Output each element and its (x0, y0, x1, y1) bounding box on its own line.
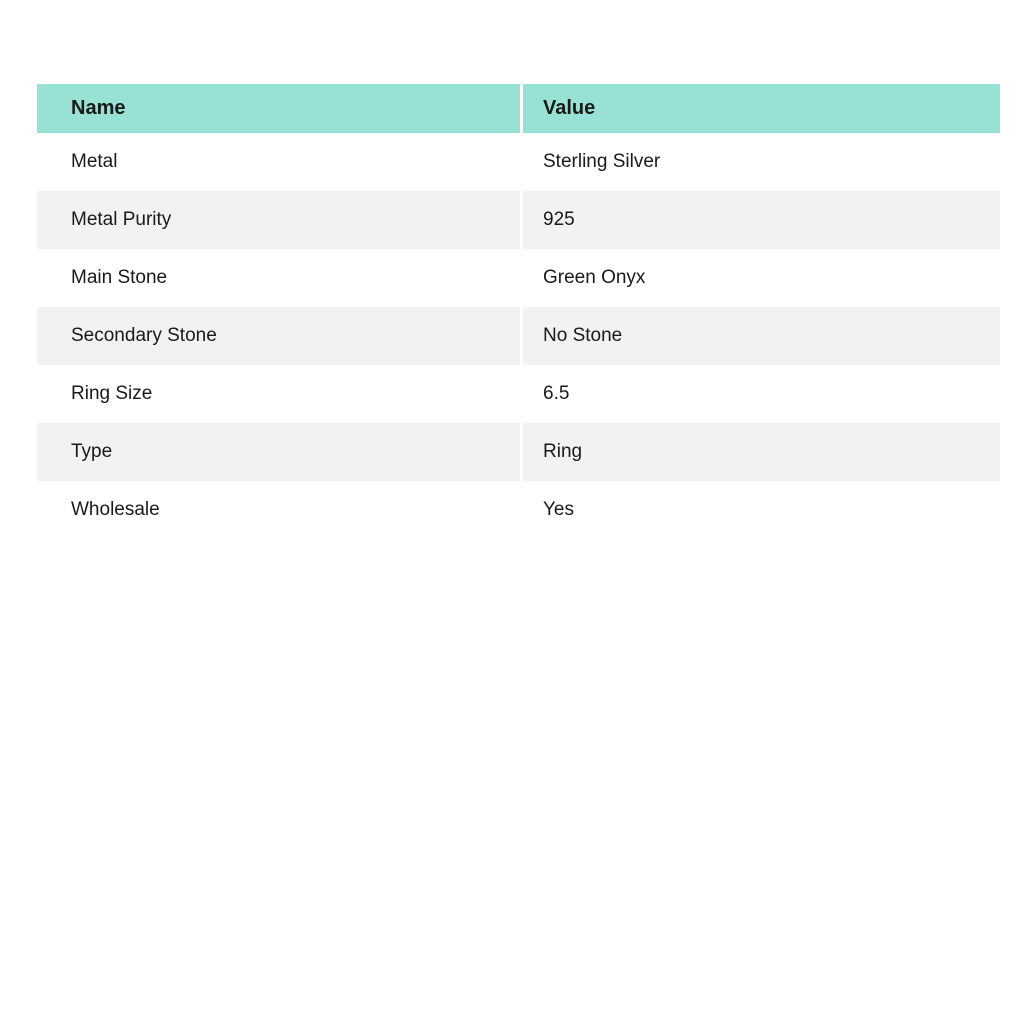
attribute-name: Secondary Stone (37, 307, 523, 365)
attribute-value: 925 (543, 209, 575, 230)
attribute-name: Metal (37, 133, 523, 191)
attribute-value: Ring (543, 441, 583, 462)
table-row (37, 423, 1000, 481)
table-row (37, 133, 1000, 191)
header-cell-value: Value (543, 97, 596, 119)
attribute-name: Main Stone (37, 249, 523, 307)
attribute-value: Sterling Silver (543, 151, 661, 172)
attribute-name: Ring Size (37, 365, 523, 423)
attribute-value: 6.5 (543, 383, 570, 404)
table-row (37, 249, 1000, 307)
attribute-name: Wholesale (37, 481, 523, 539)
attribute-value: Yes (543, 499, 574, 520)
attribute-value: No Stone (543, 325, 623, 346)
table-header-row (37, 84, 1000, 133)
product-attributes-table (37, 84, 1000, 539)
attribute-name: Metal Purity (37, 191, 523, 249)
table-row (37, 307, 1000, 365)
attribute-name: Type (37, 423, 523, 481)
header-cell-name: Name (37, 84, 523, 133)
table-row (37, 191, 1000, 249)
attribute-value: Green Onyx (543, 267, 646, 288)
table-row (37, 481, 1000, 539)
table-row (37, 365, 1000, 423)
